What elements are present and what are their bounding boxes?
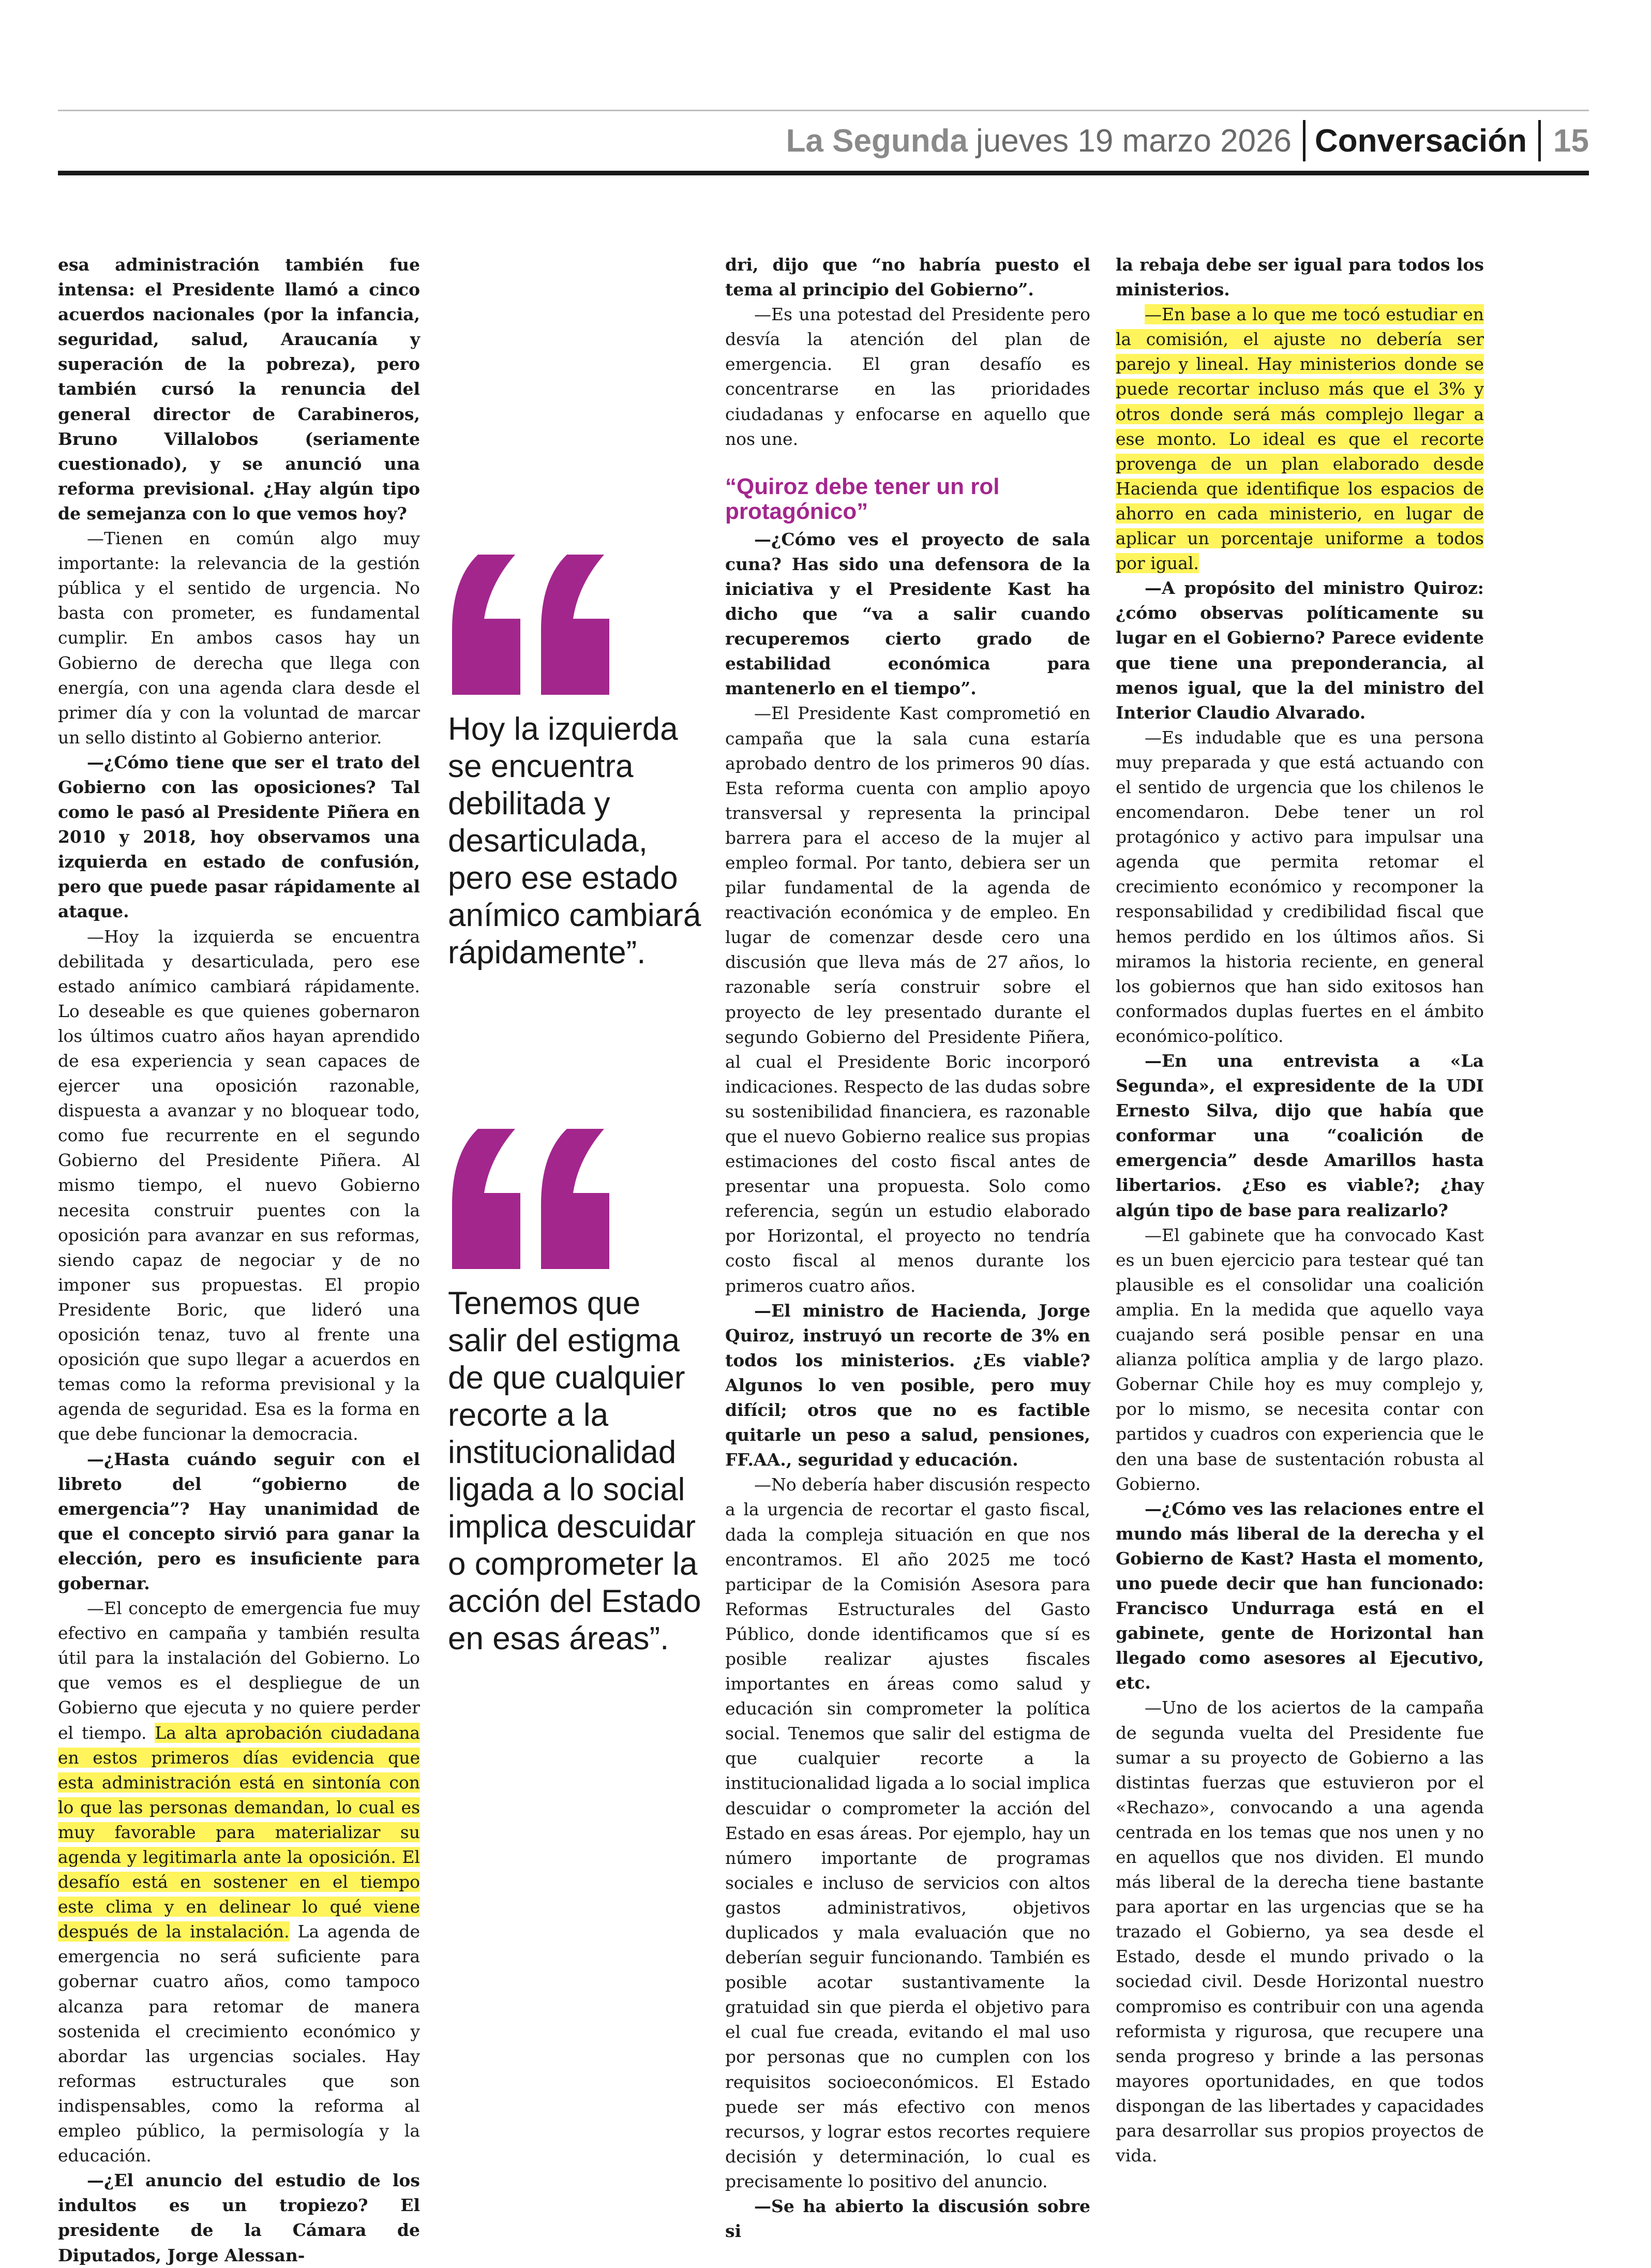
page-header [58,113,1589,168]
answer-text: —El concepto de emergencia fue muy efectivo en campaña y también resulta útil para la instalación del Gobierno. Lo que vemos es el despliegue de un Gobierno que ejecuta y no quiere perder el tiempo. [58,1598,420,1743]
pull-quote-text: Tenemos que salir del estigma de que cualquier recorte a la institucionalidad ligada a lo social implica descuidar o comprometer la acción del Estado en esas áreas”. [448,1286,701,1657]
question-paragraph: —El ministro de Hacienda, Jorge Quiroz, instruyó un recorte de 3% en todos los ministerios. ¿Es viable? Algunos lo ven posible, pero muy difícil; otros que no es factible quitarle un peso a salud, pensiones, FF.AA., seguridad y educación. [725,1300,1090,1470]
article-column-3 [725,252,1090,2242]
article-column-1 [58,252,420,2265]
section-subheading: “Quiroz debe tener un rol protagónico” [725,473,1000,524]
answer-paragraph: —No debería haber discusión respecto a la urgencia de recortar el gasto fiscal, dada la compleja situación en que nos encontramos. El año 2025 me tocó participar de la Comisión Asesora para Reformas Estructurales del Gasto Público, donde identificamos que sí es posible realizar ajustes fiscales importantes en áreas como salud y educación sin comprometer la política social. Tenemos que salir del estigma de que cualquier recorte a la institucionalidad ligada a lo social implica descuidar o comprometer la acción del Estado en esas áreas. Por ejemplo, hay un número importante de programas sociales e incluso de servicios con altos gastos administrativos, objetivos duplicados y mala evaluación que no deberían seguir funcionando. También es posible acotar sustantivamente la gratuidad sin que pierda el objetivo para el cual fue creada, evitando el mal uso por personas que no cumplen con los requisitos socioeconómicos. El Estado puede ser más efectivo con menos recursos, y lograr estos recortes requiere decisión y determinación, lo cual es precisamente lo positivo del anuncio. [725,1474,1090,2191]
header-separator [1538,120,1541,161]
header-bottom-rule [58,171,1589,175]
answer-text: La agenda de emergencia no será suficiente para gobernar cuatro años, como tampoco alcanza para retomar de manera sostenida el crecimiento económico y abordar las urgencias sociales. Hay reformas estructurales que son indispensables, como la reforma al empleo público, la permisología y la educación. [58,1921,420,2166]
answer-paragraph: —Hoy la izquierda se encuentra debilitada y desarticulada, pero ese estado anímico cambiará rápidamente. Lo deseable es que quienes gobernaron los últimos cuatro años hayan aprendido de esa experiencia y sean capaces de ejercer una oposición razonable, dispuesta a avanzar y no bloquear todo, como fue recurrente en el segundo Gobierno del Presidente Piñera. Al mismo tiempo, el nuevo Gobierno necesita construir puentes con la oposición para avanzar en sus reformas, siendo capaz de negociar y de no imponer sus propuestas. El propio Presidente Boric, que lideró una oposición tenaz, tuvo al frente una oposición que supo llegar a acuerdos en temas como la reforma previsional y la agenda de seguridad. Esa es la forma en que debe funcionar la democracia. [58,926,420,1444]
question-paragraph: —¿Hasta cuándo seguir con el libreto del “gobierno de emergencia”? Hay unanimidad de que el concepto sirvió para ganar la elección, pero es insuficiente para gobernar. [58,1449,420,1593]
highlighted-text: La alta aprobación ciudadana en estos primeros días evidencia que esta administración está en sintonía con lo que las personas demandan, lo cual es muy favorable para materializar su agenda y legitimarla ante la oposición. El desafío está en sostener en el tiempo este clima y en delinear lo qué viene después de la instalación. [58,1722,420,1942]
pull-quote-text: Hoy la izquierda se encuentra debilitada y desarticulada, pero ese estado anímico cambiará rápidamente”. [448,711,701,971]
answer-paragraph: —Uno de los aciertos de la campaña de segunda vuelta del Presidente fue sumar a su proyecto de Gobierno a las distintas fuerzas que estuvieron por el «Rechazo», convocando a una agenda centrada en los temas que nos unen y no en aquellos que nos dividen. El mundo más liberal de la derecha tiene bastante para aportar en las urgencias que se ha trazado el Gobierno, ya sea desde el Estado, desde el mundo privado o la sociedad civil. Desde Horizontal nuestro compromiso es contribuir con una agenda reformista y rigurosa, que recupere una senda progreso y brinde a las personas mayores oportunidades, en que todos dispongan de las libertades y capacidades para desarrollar sus propios proyectos de vida. [1116,1697,1484,2166]
answer-paragraph: —Es indudable que es una persona muy preparada y que está actuando con el sentido de urgencia que los chilenos le encomendaron. Debe tener un rol protagónico y activo para impulsar una agenda que permita retomar el crecimiento económico y recomponer la responsabilidad y credibilidad fiscal que hemos perdido en los últimos años. Si miramos la historia reciente, en general los gobiernos que han sido exitosos han conformados duplas fuertes en el ámbito económico-político. [1116,727,1484,1046]
answer-paragraph: —El gabinete que ha convocado Kast es un buen ejercicio para testear qué tan plausible es el consolidar una coalición amplia. En la medida que aquello vaya cuajando será posible pensar en una alianza política amplia y de largo plazo. Gobernar Chile hoy es muy complejo y, por lo mismo, se necesita contar con partidos y cuadros con experiencia que le den una base de sustentación robusta al Gobierno. [1116,1225,1484,1494]
header-content [786,116,1589,166]
issue-date: jueves 19 marzo 2026 [975,123,1292,159]
page-number: 15 [1553,123,1589,159]
question-paragraph: esa administración también fue intensa: el Presidente llamó a cinco acuerdos nacionales (por la infancia, seguridad, salud, Araucanía y superación de la pobreza), pero también cursó la renuncia del general director de Carabineros, Bruno Villalobos (seriamente cuestionado), y se anunció una reforma previsional. ¿Hay algún tipo de semejanza con lo que vemos hoy? [58,255,420,524]
answer-paragraph [1116,302,1484,576]
section-name: Conversación [1315,123,1527,159]
newspaper-name: La Segunda [786,123,968,159]
answer-paragraph: —Es una potestad del Presidente pero desvía la atención del plan de emergencia. El gran desafío es concentrarse en las prioridades ciudadanas y enfocarse en aquello que nos une. [725,304,1090,449]
highlighted-text: —En base a lo que me tocó estudiar en la comisión, el ajuste no debería ser parejo y lineal. Hay ministerios donde se puede recortar incluso más que el 3% y otros donde será más complejo llegar a ese monto. Lo ideal es que el recorte provenga de un plan elaborado desde Hacienda que identifique los espacios de ahorro en cada ministerio, en lugar de aplicar un porcentaje uniforme a todos por igual. [1116,304,1484,574]
pull-quote-1 [448,548,707,972]
header-separator [1303,120,1305,161]
question-paragraph: la rebaja debe ser igual para todos los ministerios. [1116,255,1484,300]
quotation-mark-icon [448,548,613,698]
question-paragraph: —¿Cómo ves el proyecto de sala cuna? Has sido una defensora de la iniciativa y el Presidente Kast ha dicho que “va a salir cuando recuperemos cierto grado de estabilidad económica para mantenerlo en el tiempo”. [725,529,1090,699]
header-top-rule [58,110,1589,111]
answer-paragraph [58,1596,420,2168]
pull-quote-2 [448,1123,707,1658]
answer-paragraph: —El Presidente Kast comprometió en campaña que la sala cuna estaría aprobado dentro de los primeros 90 días. Esta reforma cuenta con amplio apoyo transversal y representa la principal barrera para el acceso de la mujer al empleo formal. Por tanto, debiera ser un pilar fundamental de la agenda de reactivación económica y de empleo. En lugar de comenzar desde cero una discusión que lleva más de 27 años, lo razonable sería construir sobre el proyecto de ley presentado durante el segundo Gobierno del Presidente Piñera, al cual el Presidente Boric incorporó indicaciones. Respecto de las dudas sobre su sostenibilidad financiera, es razonable que el nuevo Gobierno realice sus propias estimaciones del costo fiscal antes de presentar una propuesta. Solo como referencia, según un estudio elaborado por Horizontal, el proyecto no tendría costo fiscal al menos durante los primeros cuatro años. [725,703,1090,1296]
question-paragraph: —¿Cómo ves las relaciones entre el mundo más liberal de la derecha y el Gobierno de Kast? Hasta el momento, uno puede decir que han funcionado: Francisco Undurraga está en el gabinete, gente de Horizontal han llegado como asesores al Ejecutivo, etc. [1116,1498,1484,1693]
answer-paragraph: —Tienen en común algo muy importante: la relevancia de la gestión pública y el sentido de urgencia. No basta con prometer, es fundamental cumplir. En ambos casos hay un Gobierno de derecha que llega con energía, con una agenda clara desde el primer día y con la voluntad de marcar un sello distinto al Gobierno anterior. [58,528,420,748]
question-paragraph: —¿El anuncio del estudio de los indultos es un tropiezo? El presidente de la Cámara de Diputados, Jorge Alessan- [58,2170,420,2265]
question-paragraph: dri, dijo que “no habría puesto el tema al principio del Gobierno”. [725,255,1090,300]
question-paragraph: —¿Cómo tiene que ser el trato del Gobierno con las oposiciones? Tal como le pasó al Presidente Piñera en 2010 y 2018, hoy observamos una izquierda en estado de confusión, pero que puede pasar rápidamente al ataque. [58,752,420,922]
question-paragraph: —En una entrevista a «La Segunda», el expresidente de la UDI Ernesto Silva, dijo que había que conformar una “coalición de emergencia” desde Amarillos hasta libertarios. ¿Eso es viable?; ¿hay algún tipo de base para realizarlo? [1116,1051,1484,1220]
question-paragraph: —A propósito del ministro Quiroz: ¿cómo observas políticamente su lugar en el Gobierno? Parece evidente que tiene una preponderancia, al menos igual, que la del ministro del Interior Claudio Alvarado. [1116,578,1484,723]
quotation-mark-icon [448,1123,613,1273]
article-column-4 [1116,252,1484,2166]
question-paragraph: —Se ha abierto la discusión sobre si [725,2196,1090,2242]
